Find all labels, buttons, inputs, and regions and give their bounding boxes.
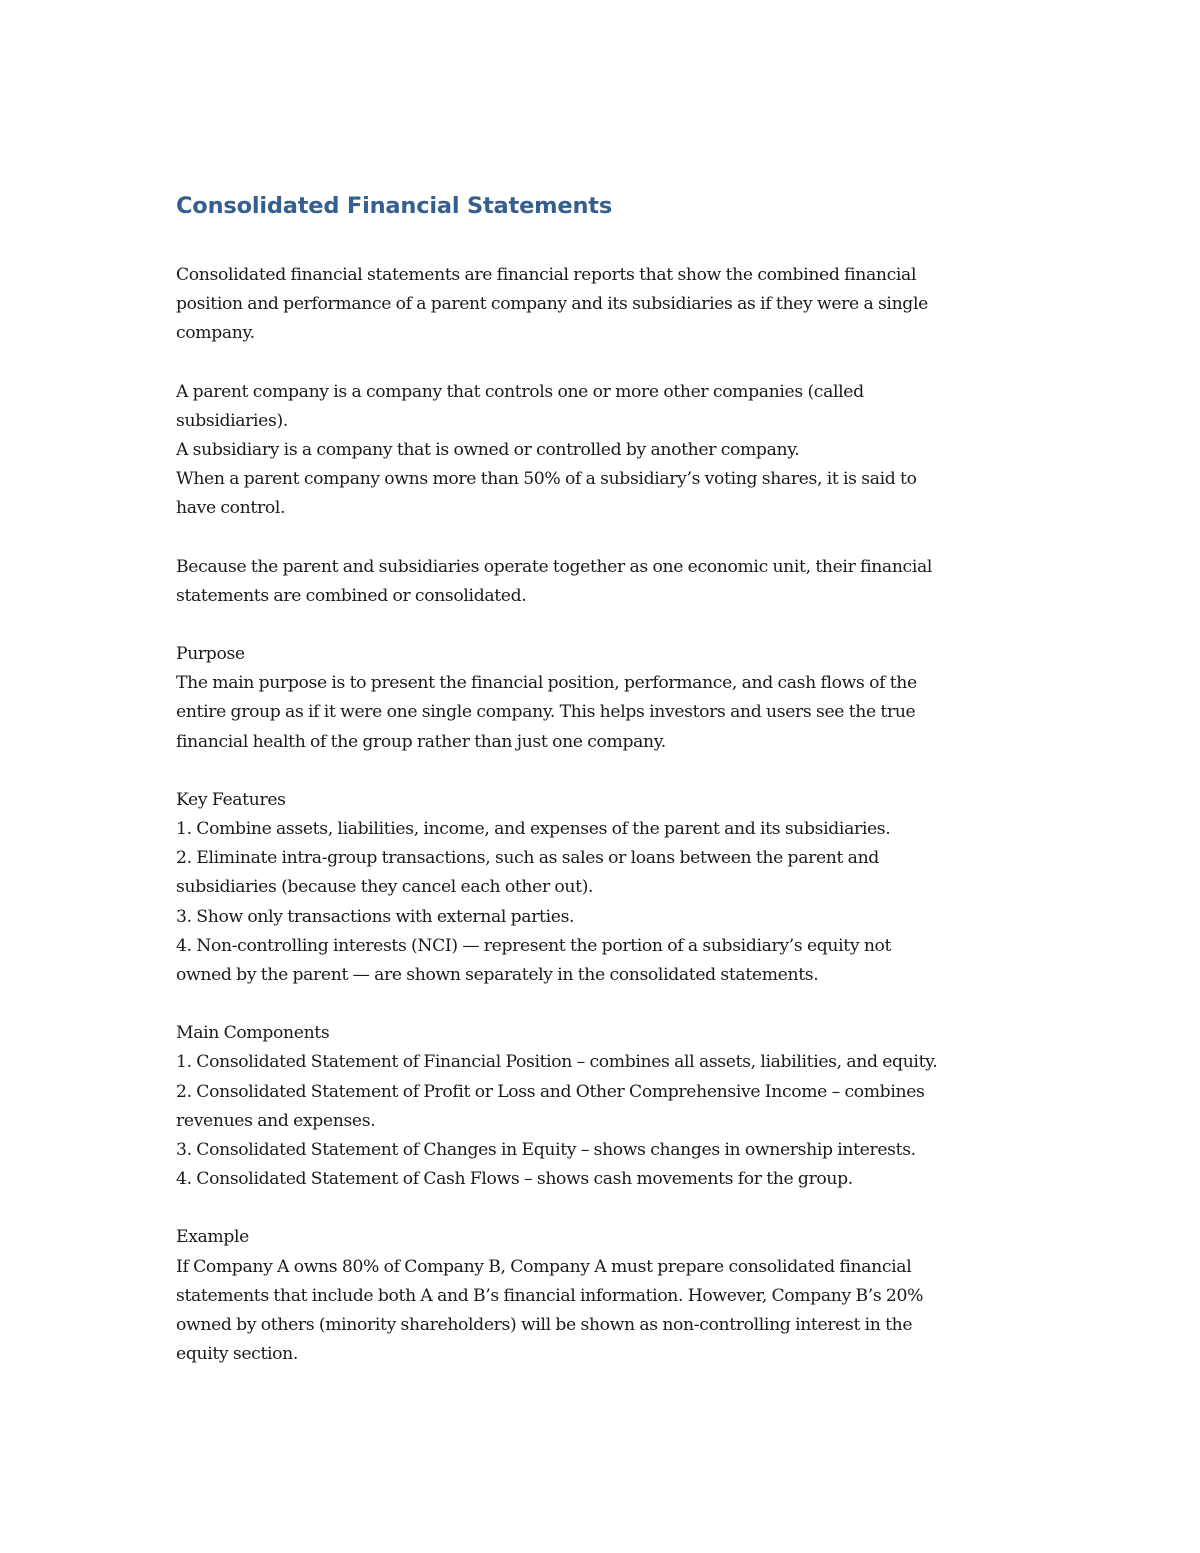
example-line: If Company A owns 80% of Company B, Company A must prepare consolidated financial: [176, 1256, 912, 1277]
main-component-line: revenues and expenses.: [176, 1110, 376, 1131]
intro-line: Consolidated financial statements are financial reports that show the combined financial: [176, 265, 917, 285]
reason-line: statements are combined or consolidated.: [176, 585, 527, 606]
document-title: Consolidated Financial Statements: [176, 193, 613, 219]
definition-line: subsidiaries).: [176, 410, 288, 431]
key-feature-line: 3. Show only transactions with external parties.: [176, 906, 575, 927]
example-section: [176, 1223, 1021, 1369]
key-feature-line: 1. Combine assets, liabilities, income, and expenses of the parent and its subsidiaries.: [176, 819, 891, 840]
main-component-line: 3. Consolidated Statement of Changes in Equity – shows changes in ownership interests.: [176, 1140, 916, 1161]
definitions-paragraph: [176, 378, 1021, 524]
key-features-heading: Key Features: [176, 789, 286, 810]
definition-line: have control.: [176, 498, 286, 519]
document-page: [176, 188, 1021, 1370]
example-line: equity section.: [176, 1344, 298, 1365]
key-feature-line: owned by the parent — are shown separately in the consolidated statements.: [176, 965, 819, 986]
definition-line: A parent company is a company that controls one or more other companies (called: [176, 381, 864, 402]
purpose-line: entire group as if it were one single company. This helps investors and users see the true: [176, 702, 916, 723]
main-component-line: 1. Consolidated Statement of Financial Position – combines all assets, liabilities, and equity.: [176, 1052, 938, 1073]
reason-line: Because the parent and subsidiaries operate together as one economic unit, their financial: [176, 556, 933, 577]
purpose-line: financial health of the group rather than just one company.: [176, 731, 666, 752]
key-feature-line: 4. Non-controlling interests (NCI) — represent the portion of a subsidiary’s equity not: [176, 935, 892, 956]
key-features-section: [176, 786, 1021, 990]
example-line: statements that include both A and B’s financial information. However, Company B’s 20%: [176, 1285, 924, 1306]
example-heading: Example: [176, 1227, 250, 1248]
reason-paragraph: [176, 553, 1021, 611]
main-components-section: [176, 1019, 1021, 1194]
key-feature-line: subsidiaries (because they cancel each other out).: [176, 877, 594, 898]
definition-line: When a parent company owns more than 50% of a subsidiary’s voting shares, it is said to: [176, 469, 917, 490]
intro-line: company.: [176, 323, 255, 344]
key-feature-line: 2. Eliminate intra-group transactions, such as sales or loans between the parent and: [176, 848, 879, 869]
main-component-line: 4. Consolidated Statement of Cash Flows – shows cash movements for the group.: [176, 1169, 853, 1190]
definition-line: A subsidiary is a company that is owned or controlled by another company.: [176, 440, 800, 461]
example-line: owned by others (minority shareholders) will be shown as non-controlling interest in the: [176, 1315, 913, 1336]
main-components-heading: Main Components: [176, 1023, 330, 1044]
purpose-heading: Purpose: [176, 644, 245, 665]
purpose-line: The main purpose is to present the financial position, performance, and cash flows of the: [176, 673, 917, 694]
purpose-section: [176, 640, 1021, 757]
intro-paragraph: [176, 261, 1021, 349]
main-component-line: 2. Consolidated Statement of Profit or Loss and Other Comprehensive Income – combines: [176, 1081, 925, 1102]
intro-line: position and performance of a parent company and its subsidiaries as if they were a single: [176, 294, 928, 315]
